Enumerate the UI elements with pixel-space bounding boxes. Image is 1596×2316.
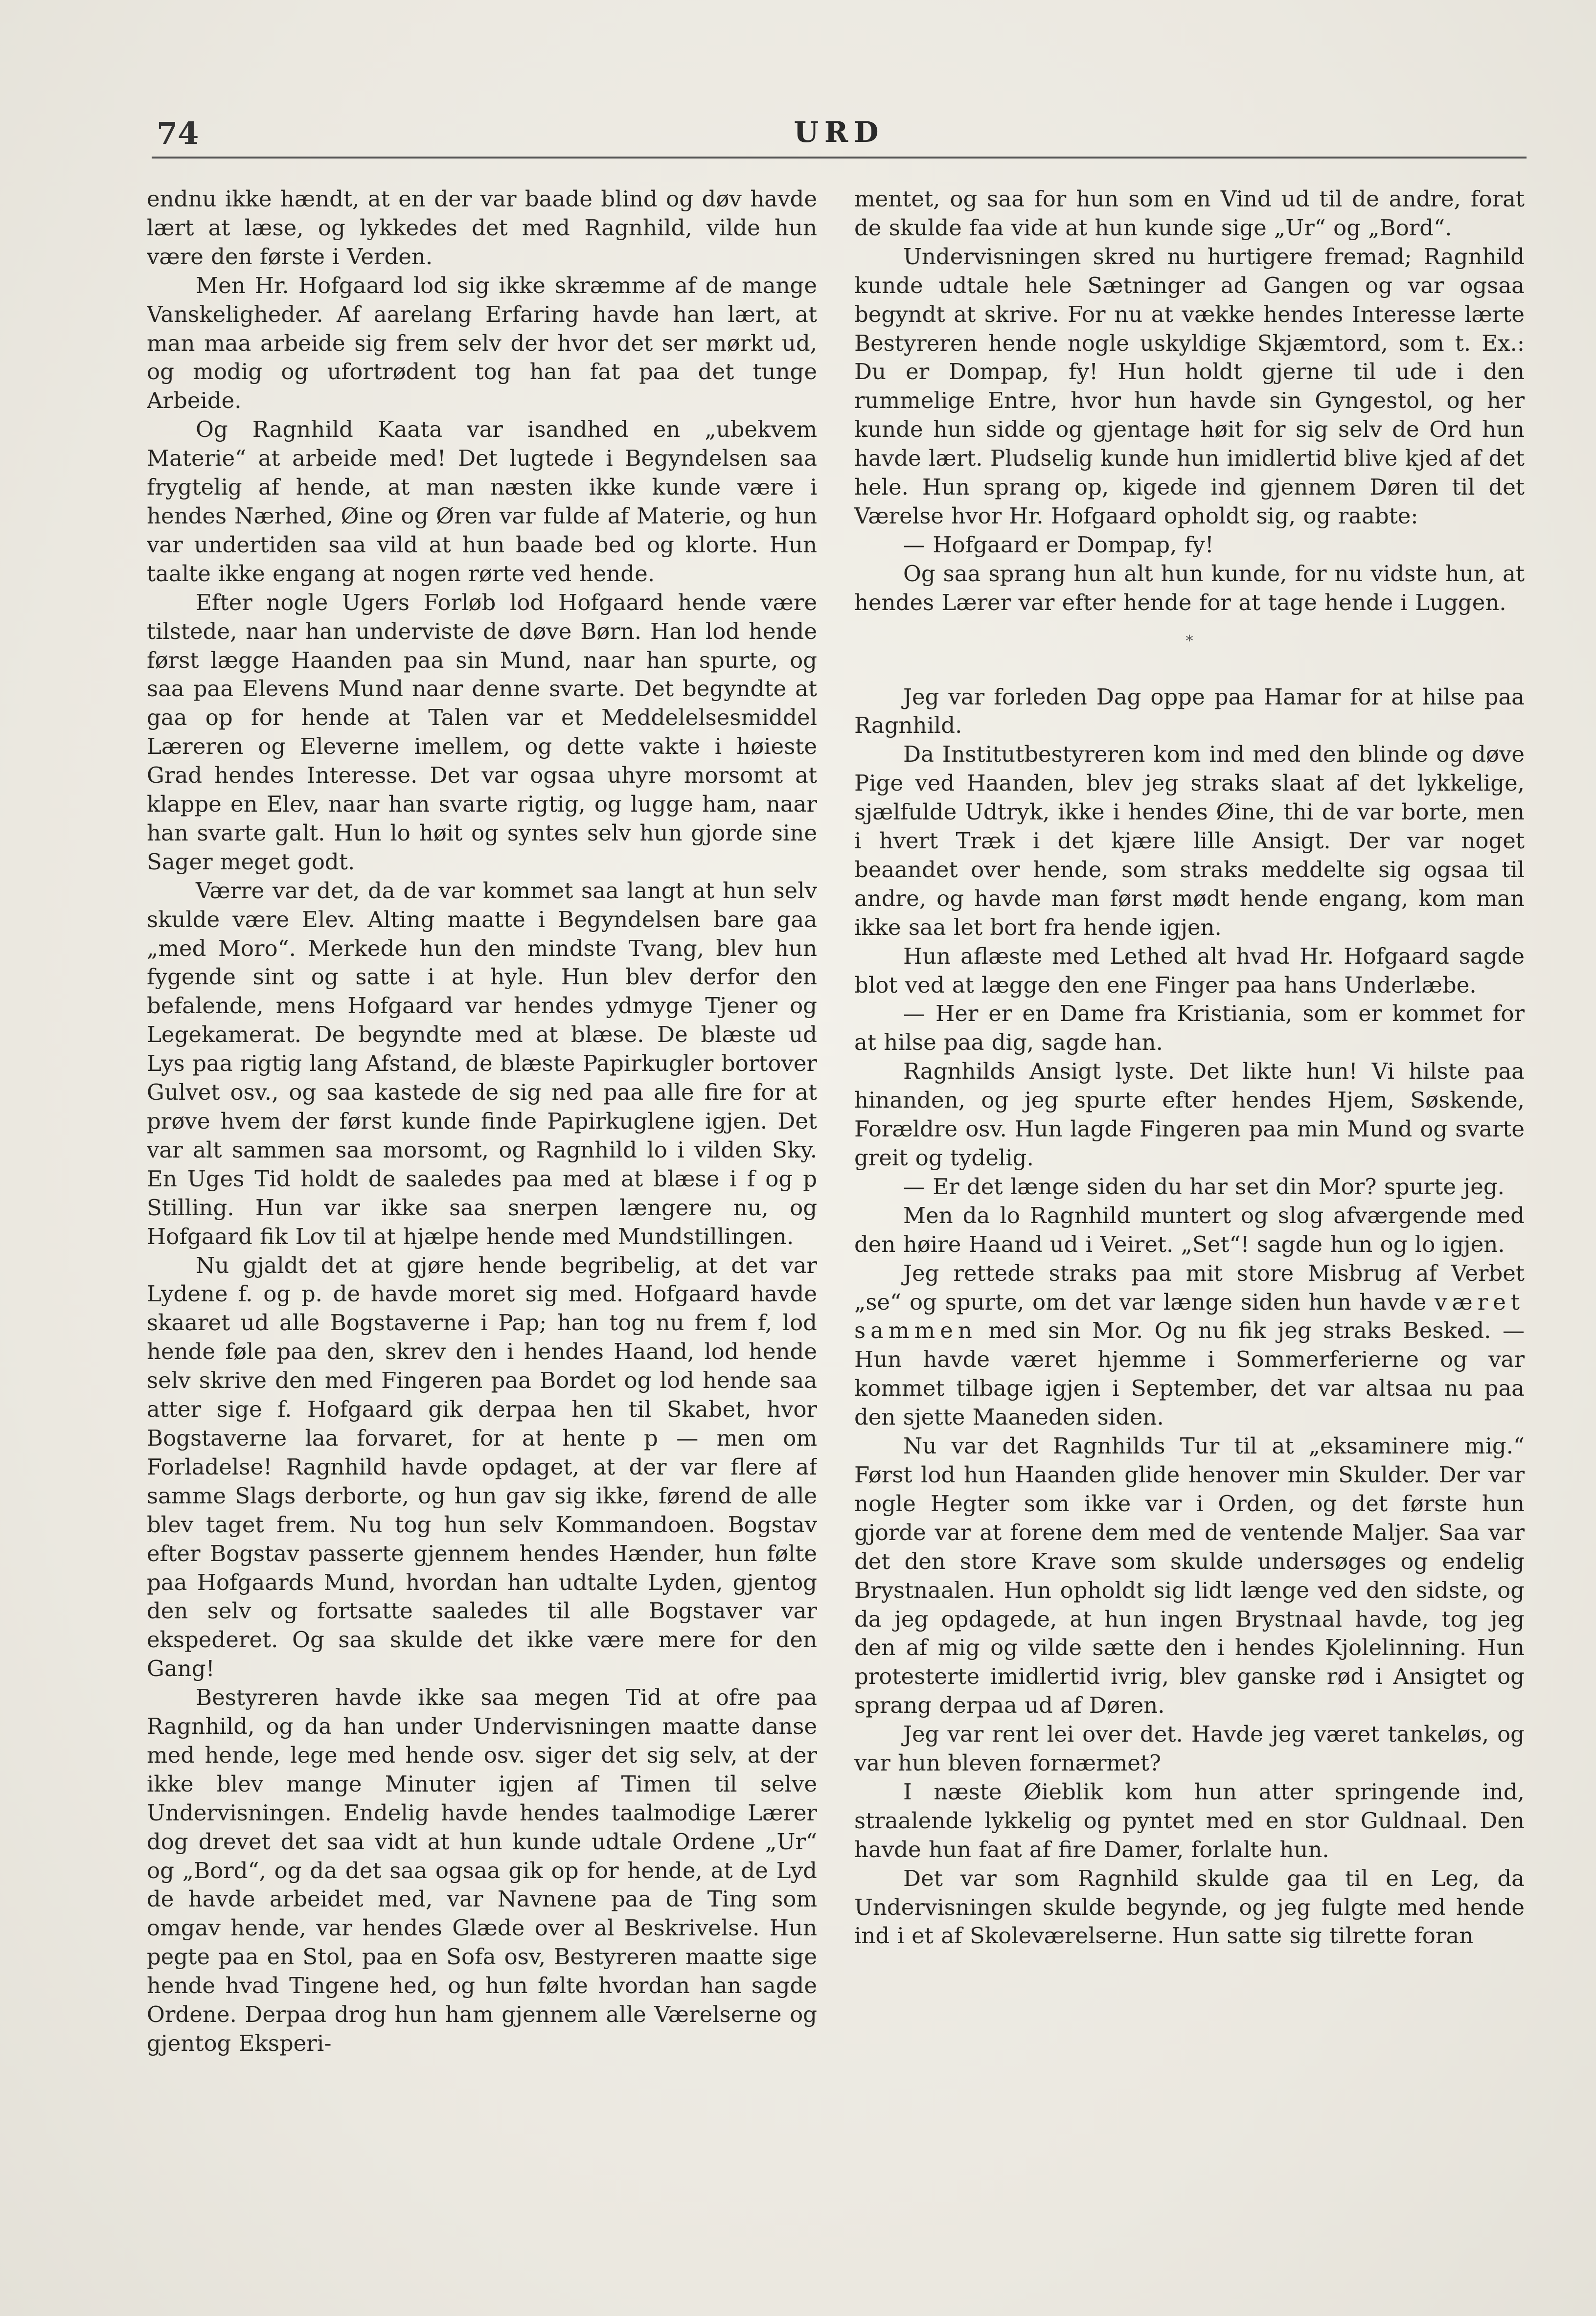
page-number: 74 <box>157 115 199 151</box>
paragraph: Undervisningen skred nu hurtigere fremad; Ragnhild kunde udtale hele Sætninger ad Gangen og var ogsaa begyndt at skrive. For nu at vække hendes Interesse lærte Bestyreren hende nogle uskyldige Skjæmtord, som t. Ex.: Du er Dompap, fy! Hun holdt gjerne til ude i den rummelige Entre, hvor hun havde sin Gyngestol, og her kunde hun sidde og gjentage høit for sig selv de Ord hun havde lært. Pludselig kunde hun imidlertid blive kjed af det hele. Hun sprang op, kigede ind gjennem Døren til det Værelse hvor Hr. Hofgaard opholdt sig, og raabte: <box>854 243 1525 529</box>
paragraph: — Er det længe siden du har set din Mor? spurte jeg. <box>903 1173 1505 1200</box>
paragraph: Men da lo Ragnhild muntert og slog afværgende med den høire Haand ud i Veiret. „Set“! sagde hun og lo igjen. <box>854 1202 1525 1257</box>
journal-title: URD <box>794 115 885 149</box>
emphasized-text: været sammen <box>854 1289 1525 1344</box>
paragraph: endnu ikke hændt, at en der var baade blind og døv havde lært at læse, og lykkedes det med Ragnhild, vilde hun være den første i Verden. <box>147 186 817 270</box>
paragraph <box>854 1259 1525 1432</box>
paragraph: Jeg var forleden Dag oppe paa Hamar for at hilse paa Ragnhild. <box>854 683 1525 739</box>
paragraph: — Her er en Dame fra Kristiania, som er kommet for at hilse paa dig, sagde han. <box>854 1000 1525 1056</box>
text-run: Jeg rettede straks paa mit store Misbrug af Verbet „se“ og spurte, om det var længe siden hun havde <box>854 1260 1525 1315</box>
paragraph: Bestyreren havde ikke saa megen Tid at ofre paa Ragnhild, og da han under Undervisningen maatte danse med hende, lege med hende osv. siger det sig selv, at der ikke blev mange Minuter igjen af Timen til selve Undervisningen. Endelig havde hendes taalmodige Lærer dog drevet det saa vidt at hun kunde udtale Ordene „Ur“ og „Bord“, og da det saa ogsaa gik op for hende, at de Lyd de havde arbeidet med, var Navnene paa de Ting som omgav hende, var hendes Glæde over al Beskrivelse. Hun pegte paa en Stol, paa en Sofa osv, Bestyreren maatte sige hende hvad Tingene hed, og hun følte hvordan han sagde Ordene. Derpaa drog hun ham gjennem alle Værelserne og gjentog Eksperi- <box>147 1684 817 2056</box>
section-separator: * <box>1186 632 1193 650</box>
paragraph: Nu gjaldt det at gjøre hende begribelig, at det var Lydene f. og p. de havde moret sig med. Hofgaard havde skaaret ud alle Bogstaverne i Pap; han tog nu frem f, lod hende føle paa den, skrev den i hendes Haand, lod hende selv skrive den med Fingeren paa Bordet og lod hende saa atter sige f. Hofgaard gik derpaa hen til Skabet, hvor Bogstaverne laa forvaret, for at hente p — men om Forladelse! Ragnhild havde opdaget, at der var flere af samme Slags derborte, og hun gav sig ikke, førend de alle blev taget frem. Nu tog hun selv Kommandoen. Bogstav efter Bogstav passerte gjennem hendes Hænder, hun følte paa Hofgaards Mund, hvordan han udtalte Lyden, gjentog den selv og fortsatte saaledes til alle Bogstaver var ekspederet. Og saa skulde det ikke være mere for den Gang! <box>147 1252 817 1682</box>
paragraph: Ragnhilds Ansigt lyste. Det likte hun! Vi hilste paa hinanden, og jeg spurte efter hendes Hjem, Søskende, Forældre osv. Hun lagde Fingeren paa min Mund og svarte greit og tydelig. <box>854 1058 1525 1171</box>
paragraph: Da Institutbestyreren kom ind med den blinde og døve Pige ved Haanden, blev jeg straks slaat af det lykkelige, sjælfulde Udtryk, ikke i hendes Øine, thi de var borte, men i hvert Træk i det kjære lille Ansigt. Der var noget beaandet over hende, som straks meddelte sig ogsaa til andre, og havde man først mødt hende engang, kom man ikke saa let bort fra hende igjen. <box>854 741 1525 940</box>
paragraph: — Hofgaard er Dompap, fy! <box>903 531 1214 558</box>
paragraph: Det var som Ragnhild skulde gaa til en Leg, da Undervisningen skulde begynde, og jeg fulgte med hende ind i et af Skoleværelserne. Hun satte sig tilrette foran <box>854 1865 1525 1949</box>
paragraph: Og saa sprang hun alt hun kunde, for nu vidste hun, at hendes Lærer var efter hende for at tage hende i Luggen. <box>854 560 1525 615</box>
paragraph: Efter nogle Ugers Forløb lod Hofgaard hende være tilstede, naar han underviste de døve Børn. Han lod hende først lægge Haanden paa sin Mund, naar han spurte, og saa paa Elevens Mund naar denne svarte. Det begyndte at gaa op for hende at Talen var et Meddelelsesmiddel Læreren og Eleverne imellem, og dette vakte i høieste Grad hendes Interesse. Det var ogsaa uhyre morsomt at klappe en Elev, naar han svarte rigtig, og lugge ham, naar han svarte galt. Hun lo høit og syntes selv hun gjorde sine Sager meget godt. <box>147 589 817 875</box>
paragraph: Men Hr. Hofgaard lod sig ikke skræmme af de mange Vanskeligheder. Af aarelang Erfaring havde han lært, at man maa arbeide sig frem selv der hvor det ser mørkt ud, og modig og ufortrødent tog han fat paa det tunge Arbeide. <box>147 272 817 414</box>
paragraph: Hun aflæste med Lethed alt hvad Hr. Hofgaard sagde blot ved at lægge den ene Finger paa hans Underlæbe. <box>854 943 1525 998</box>
right-column <box>854 185 1525 2171</box>
header-rule <box>152 157 1527 159</box>
paragraph: Værre var det, da de var kommet saa langt at hun selv skulde være Elev. Alting maatte i Begyndelsen bare gaa „med Moro“. Merkede hun den mindste Tvang, blev hun fygende sint og satte i at hyle. Hun blev derfor den befalende, mens Hofgaard var hendes ydmyge Tjener og Legekamerat. De begyndte med at blæse. De blæste ud Lys paa rigtig lang Afstand, de blæste Papirkugler bortover Gulvet osv., og saa kastede de sig ned paa alle fire for at prøve hvem der først kunde finde Papirkuglene igjen. Det var alt sammen saa morsomt, og Ragnhild lo i vilden Sky. En Uges Tid holdt de saaledes paa med at blæse i f og p Stilling. Hun var ikke saa snerpen længere nu, og Hofgaard fik Lov til at hjælpe hende med Mundstillingen. <box>147 877 817 1249</box>
paragraph: I næste Øieblik kom hun atter springende ind, straalende lykkelig og pyntet med en stor Guldnaal. Den havde hun faat af fire Damer, forlalte hun. <box>854 1778 1525 1862</box>
paragraph: Jeg var rent lei over det. Havde jeg været tankeløs, og var hun bleven fornærmet? <box>854 1721 1525 1776</box>
paragraph: Nu var det Ragnhilds Tur til at „eksaminere mig.“ Først lod hun Haanden glide henover min Skulder. Der var nogle Hegter som ikke var i Orden, og det første hun gjorde var at forene dem med de ventende Maljer. Saa var det den store Krave som skulde undersøges og endelig Brystnaalen. Hun opholdt sig lidt længe ved den sidste, og da jeg opdagede, at hun ingen Brystnaal havde, tog jeg den af mig og vilde sætte den i hendes Kjolelinning. Hun protesterte imidlertid ivrig, blev ganske rød i Ansigtet og sprang derpaa ud af Døren. <box>854 1433 1525 1719</box>
page-header <box>152 112 1527 156</box>
left-column <box>147 185 817 2171</box>
text-run: med sin Mor. Og nu fik jeg straks Besked. — Hun havde været hjemme i Sommerferierne og var kommet tilbage igjen i September, det var altsaa nu paa den sjette Maaneden siden. <box>854 1317 1525 1430</box>
paragraph: mentet, og saa for hun som en Vind ud til de andre, forat de skulde faa vide at hun kunde sige „Ur“ og „Bord“. <box>854 186 1525 241</box>
paragraph: Og Ragnhild Kaata var isandhed en „ubekvem Materie“ at arbeide med! Det lugtede i Begyndelsen saa frygtelig af hende, at man næsten ikke kunde være i hendes Nærhed, Øine og Øren var fulde af Materie, og hun var undertiden saa vild at hun baade bed og klorte. Hun taalte ikke engang at nogen rørte ved hende. <box>147 416 817 587</box>
